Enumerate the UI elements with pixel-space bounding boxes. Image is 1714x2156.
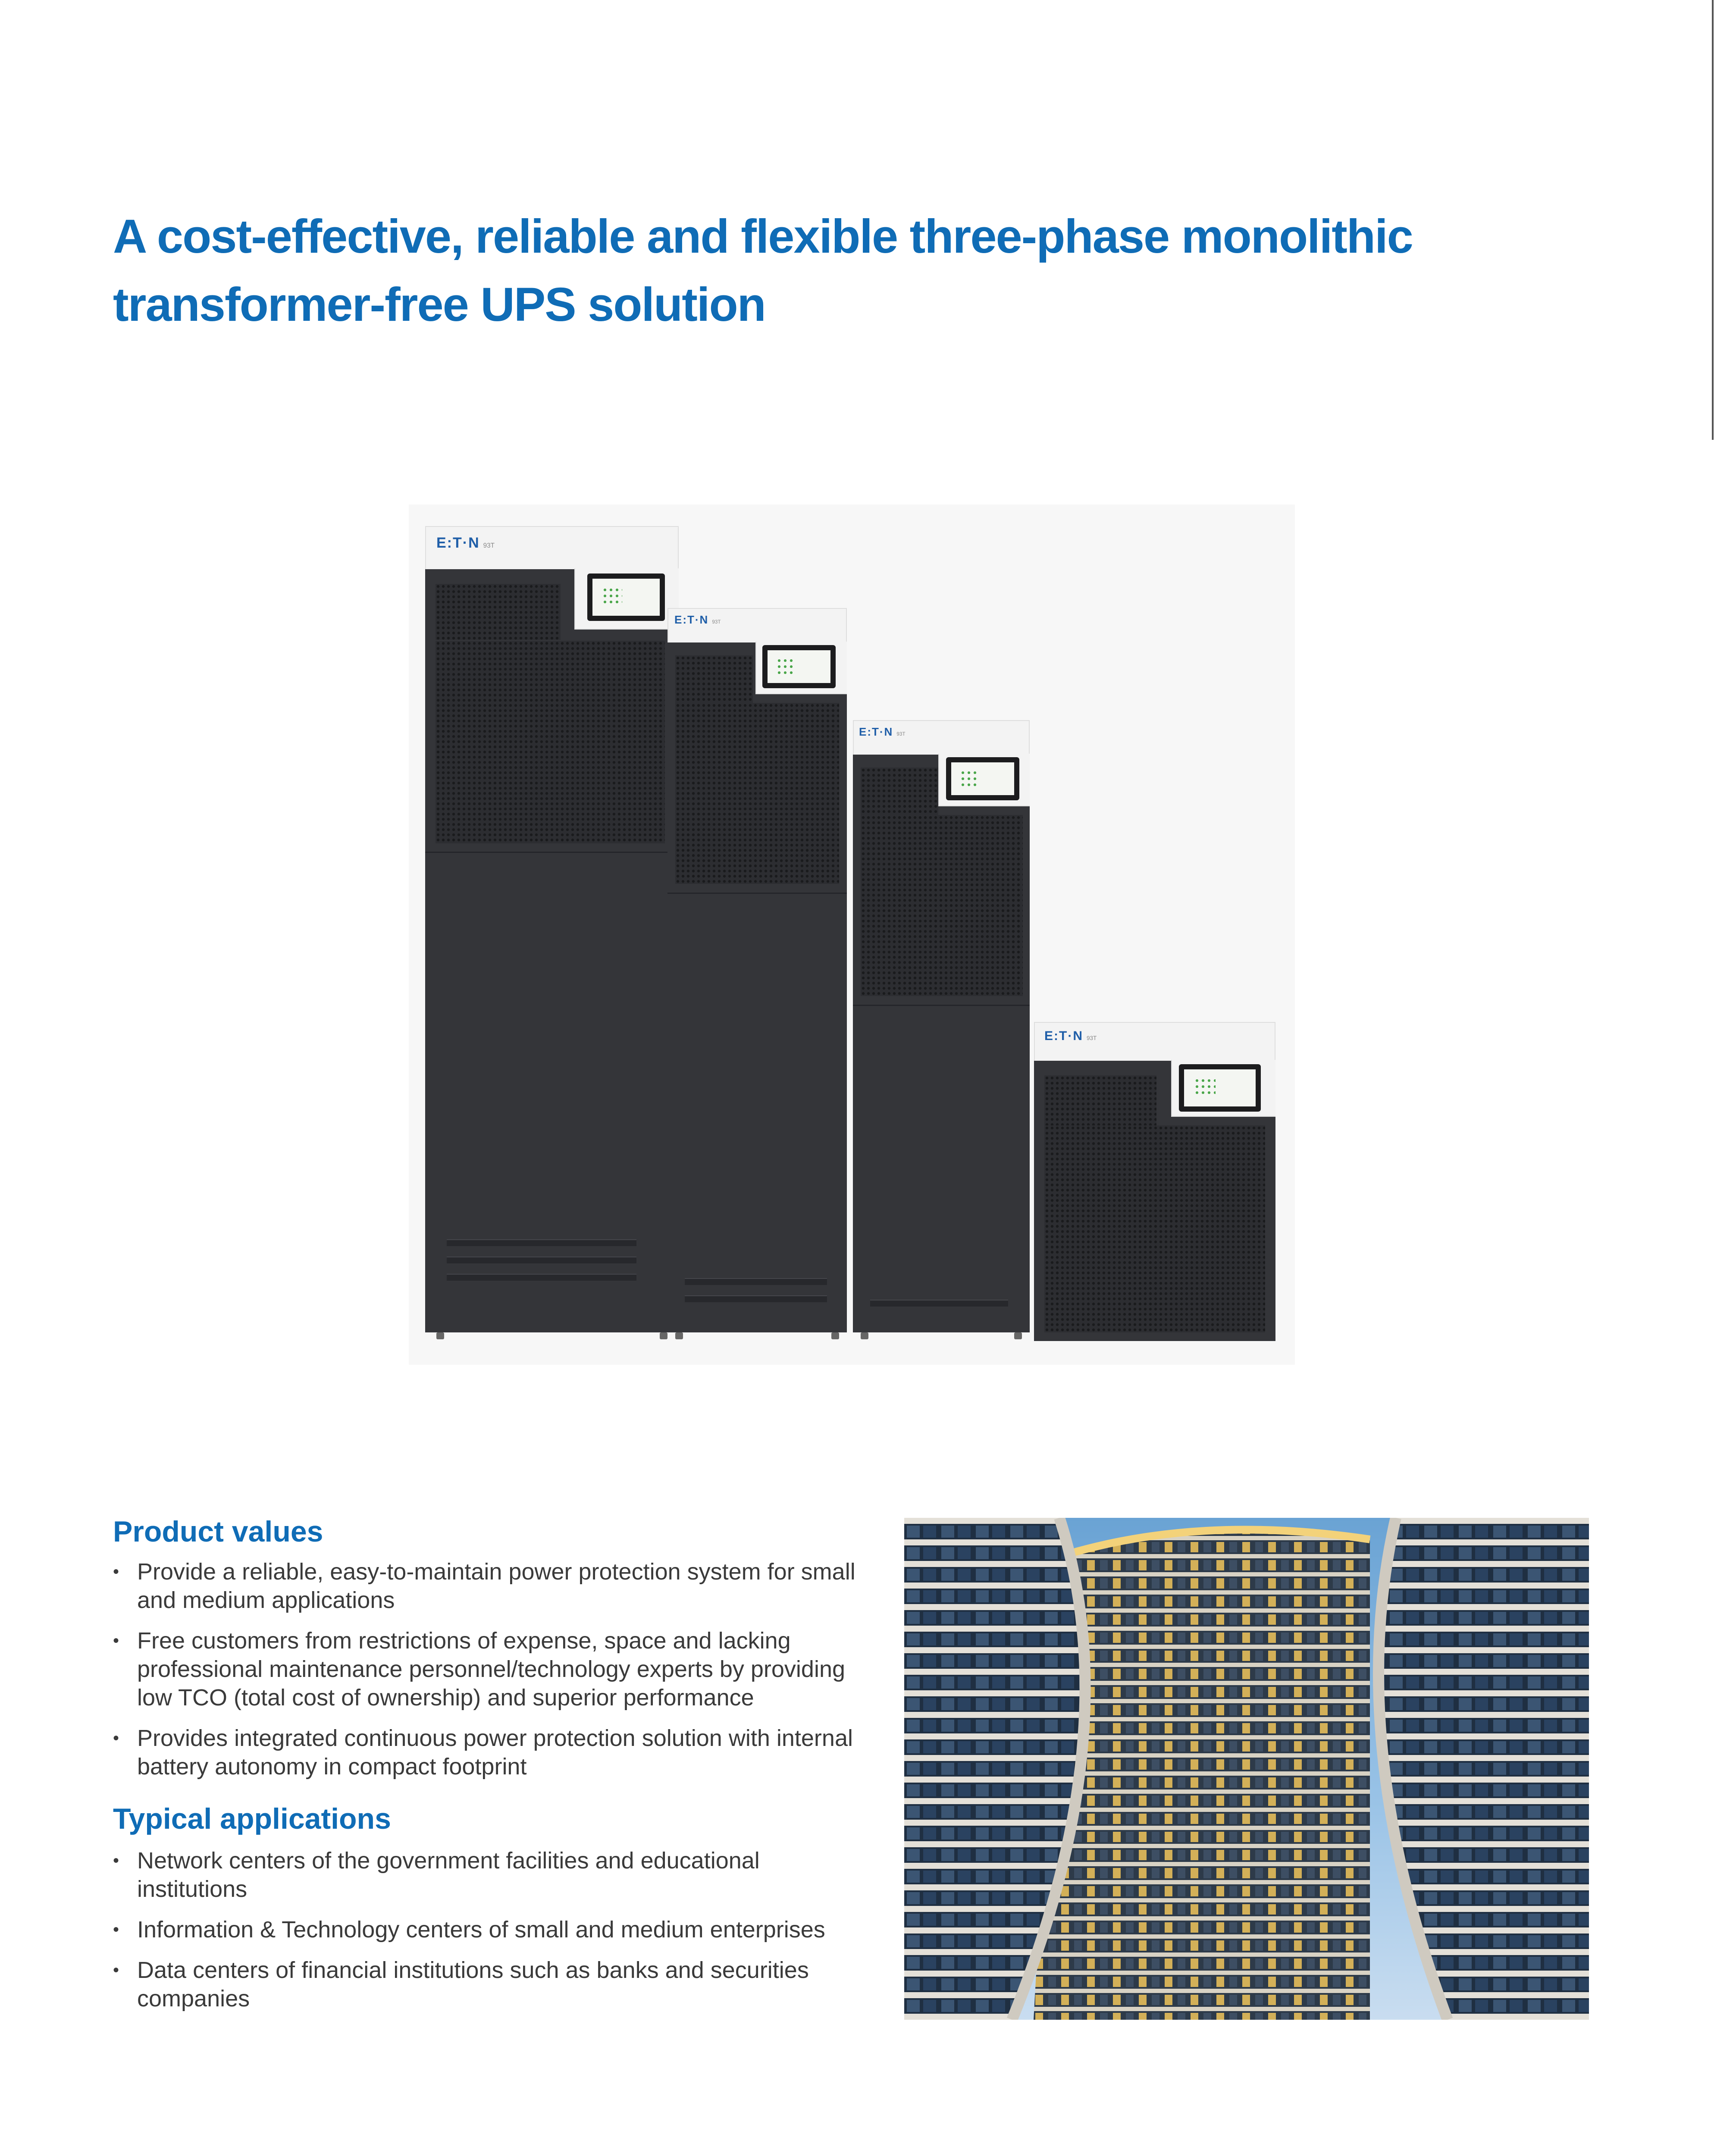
bullet-icon: • <box>113 1729 119 1748</box>
ups-unit-2-logo: E:T·N 93T <box>674 613 721 626</box>
ups-unit-3-display <box>946 757 1019 800</box>
ups-unit-4-display <box>1179 1064 1261 1112</box>
bullet-icon: • <box>113 1562 119 1581</box>
ups-unit-4 <box>1034 1022 1275 1341</box>
headline-line-1: A cost-effective, reliable and flexible three-phase monolithic <box>113 210 1413 263</box>
ups-unit-3-logo: E:T·N 93T <box>859 725 906 738</box>
list-item: • Free customers from restrictions of expense, space and lacking professional maintenance personnel/technology experts by providing low TCO (total cost of ownership) and superior performance <box>113 1626 863 1712</box>
ups-unit-2-display <box>762 645 836 688</box>
product-values-heading: Product values <box>113 1515 323 1548</box>
ups-unit-1-display <box>587 573 665 621</box>
ups-product-photo <box>409 505 1295 1365</box>
typical-applications-heading: Typical applications <box>113 1802 391 1835</box>
office-building-photo <box>904 1518 1589 2020</box>
headline-line-2: transformer-free UPS solution <box>113 278 765 331</box>
list-item: • Information & Technology centers of small and medium enterprises <box>113 1915 863 1944</box>
ups-unit-1-logo: E:T·N 93T <box>436 535 495 551</box>
ups-unit-1 <box>425 526 679 1332</box>
page-edge-rule <box>1712 0 1714 440</box>
list-item: • Provide a reliable, easy-to-maintain power protection system for small and medium applications <box>113 1557 863 1614</box>
list-item: • Provides integrated continuous power protection solution with internal battery autonomy in compact footprint <box>113 1724 863 1781</box>
bullet-icon: • <box>113 1631 119 1650</box>
office-building-illustration <box>904 1518 1589 2020</box>
list-item: • Network centers of the government facilities and educational institutions <box>113 1846 863 1903</box>
product-values-list <box>113 1557 863 1793</box>
ups-unit-3 <box>853 720 1030 1332</box>
bullet-icon: • <box>113 1961 119 1980</box>
ups-unit-4-logo: E:T·N 93T <box>1044 1029 1097 1043</box>
list-item: • Data centers of financial institutions such as banks and securities companies <box>113 1956 863 2013</box>
bullet-icon: • <box>113 1851 119 1870</box>
page-headline <box>113 203 1450 339</box>
ups-unit-2 <box>667 608 847 1332</box>
typical-applications-list <box>113 1846 863 2025</box>
bullet-icon: • <box>113 1920 119 1939</box>
